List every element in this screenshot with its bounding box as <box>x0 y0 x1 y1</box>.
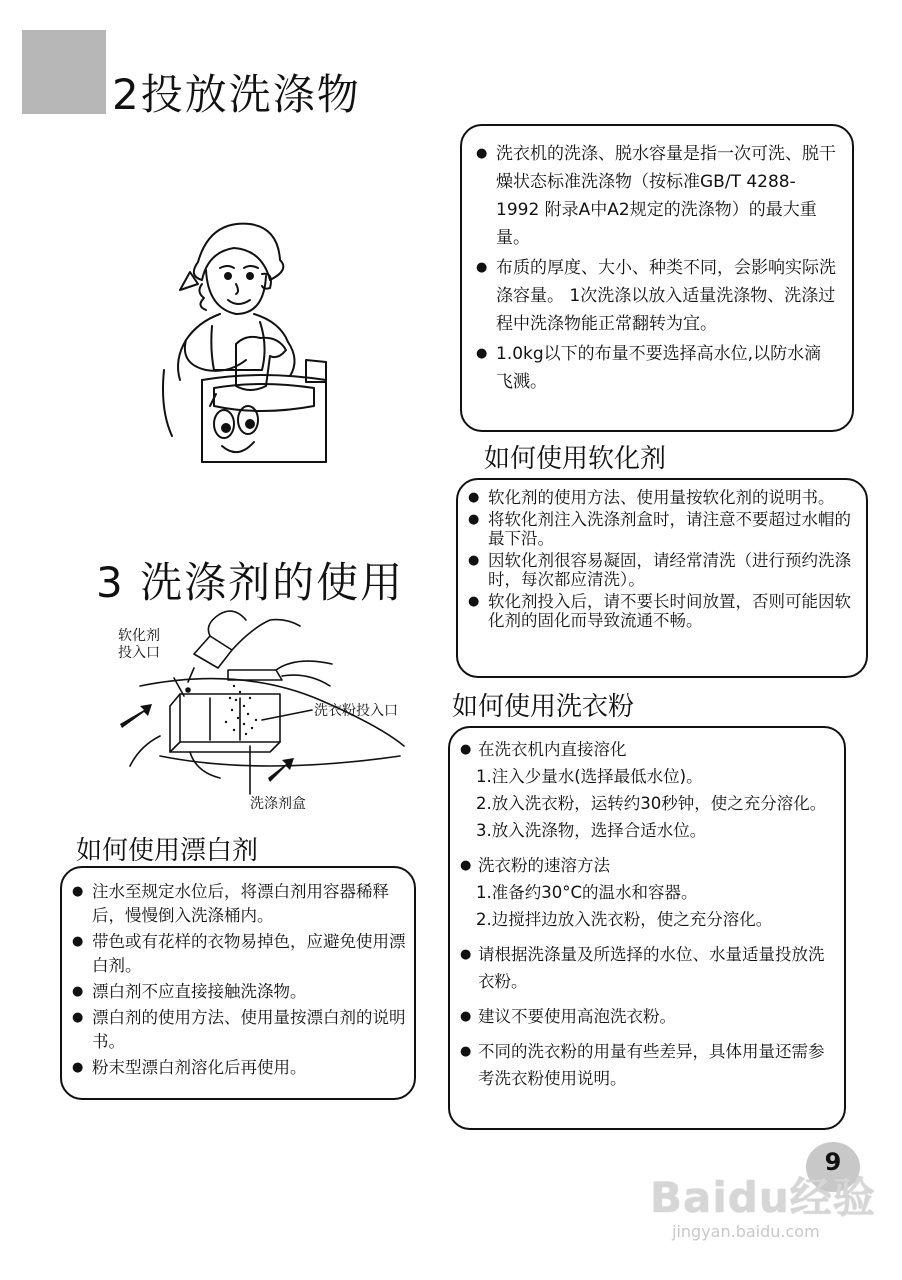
softener-item: ● 软化剂的使用方法、使用量按软化剂的说明书。 <box>468 488 858 507</box>
bleach-item: ● 漂白剂不应直接接触洗涤物。 <box>72 980 408 1004</box>
capacity-notes-box <box>460 124 854 432</box>
capacity-note: ● 1.0kg以下的布量不要选择高水位,以防水滴飞溅。 <box>476 340 838 396</box>
powder-step: 2.放入洗衣粉，运转约30秒钟，使之充分溶化。 <box>476 794 827 813</box>
softener-heading: 如何使用软化剂 <box>484 444 667 474</box>
powder-group-title: ● 在洗衣机内直接溶化 <box>460 736 836 763</box>
capacity-note: ● 洗衣机的洗涤、脱水容量是指一次可洗、脱干燥状态标准洗涤物（按标准GB/T 4288-1992 附录A中A2规定的洗涤物）的最大重量。 <box>476 140 838 252</box>
section-2-title: 2投放洗涤物 <box>112 70 361 119</box>
bleach-item: ● 粉末型漂白剂溶化后再使用。 <box>72 1056 408 1080</box>
capacity-note: ● 布质的厚度、大小、种类不同，会影响实际洗涤容量。 1次洗涤以放入适量洗涤物、洗涤过程中洗涤物能正常翻转为宜。 <box>476 254 838 338</box>
powder-group-title: ● 请根据洗涤量及所选择的水位、水量适量投放洗衣粉。 <box>460 941 836 995</box>
softener-item: ● 将软化剂注入洗涤剂盒时，请注意不要超过水帽的最下沿。 <box>468 510 858 548</box>
softener-item: ● 因软化剂很容易凝固，请经常清洗（进行预约洗涤时，每次都应清洗）。 <box>468 551 858 589</box>
watermark-url: jingyan.baidu.com <box>672 1222 820 1241</box>
powder-heading: 如何使用洗衣粉 <box>452 692 635 722</box>
section-marker-block <box>22 30 106 114</box>
watermark-logo: Baidu经验 <box>650 1173 876 1222</box>
powder-step: 1.准备约30°C的温水和容器。 <box>476 883 698 902</box>
bleach-box <box>60 866 416 1100</box>
softener-inlet-label-line: 软化剂 <box>118 628 160 644</box>
softener-inlet-label <box>118 628 160 662</box>
bleach-item: ● 带色或有花样的衣物易掉色，应避免使用漂白剂。 <box>72 930 408 978</box>
powder-group-title: ● 建议不要使用高泡洗衣粉。 <box>460 1003 836 1030</box>
bleach-item: ● 漂白剂的使用方法、使用量按漂白剂的说明书。 <box>72 1006 408 1054</box>
detergent-box-label: 洗涤剂盒 <box>250 796 306 812</box>
powder-group-title: ● 洗衣粉的速溶方法 <box>460 852 836 879</box>
bleach-heading: 如何使用漂白剂 <box>76 836 259 866</box>
page-number: 9 <box>824 1148 842 1176</box>
softener-inlet-label-line: 投入口 <box>118 645 160 661</box>
powder-step: 3.放入洗涤物，选择合适水位。 <box>476 821 707 840</box>
softener-box <box>456 478 868 678</box>
powder-box <box>448 726 846 1130</box>
bleach-item: ● 注水至规定水位后，将漂白剂用容器稀释后，慢慢倒入洗涤桶内。 <box>72 880 408 928</box>
powder-group-title: ● 不同的洗衣粉的用量有些差异，具体用量还需参考洗衣粉使用说明。 <box>460 1038 836 1092</box>
powder-step: 2.边搅拌边放入洗衣粉，使之充分溶化。 <box>476 910 773 929</box>
powder-step: 1.注入少量水(选择最低水位)。 <box>476 767 703 786</box>
woman-loading-washer-illustration <box>150 210 330 470</box>
softener-item: ● 软化剂投入后，请不要长时间放置，否则可能因软化剂的固化而导致流通不畅。 <box>468 592 858 630</box>
section-3-title: 3 洗涤剂的使用 <box>96 558 405 607</box>
powder-inlet-label: 洗衣粉投入口 <box>314 703 398 719</box>
